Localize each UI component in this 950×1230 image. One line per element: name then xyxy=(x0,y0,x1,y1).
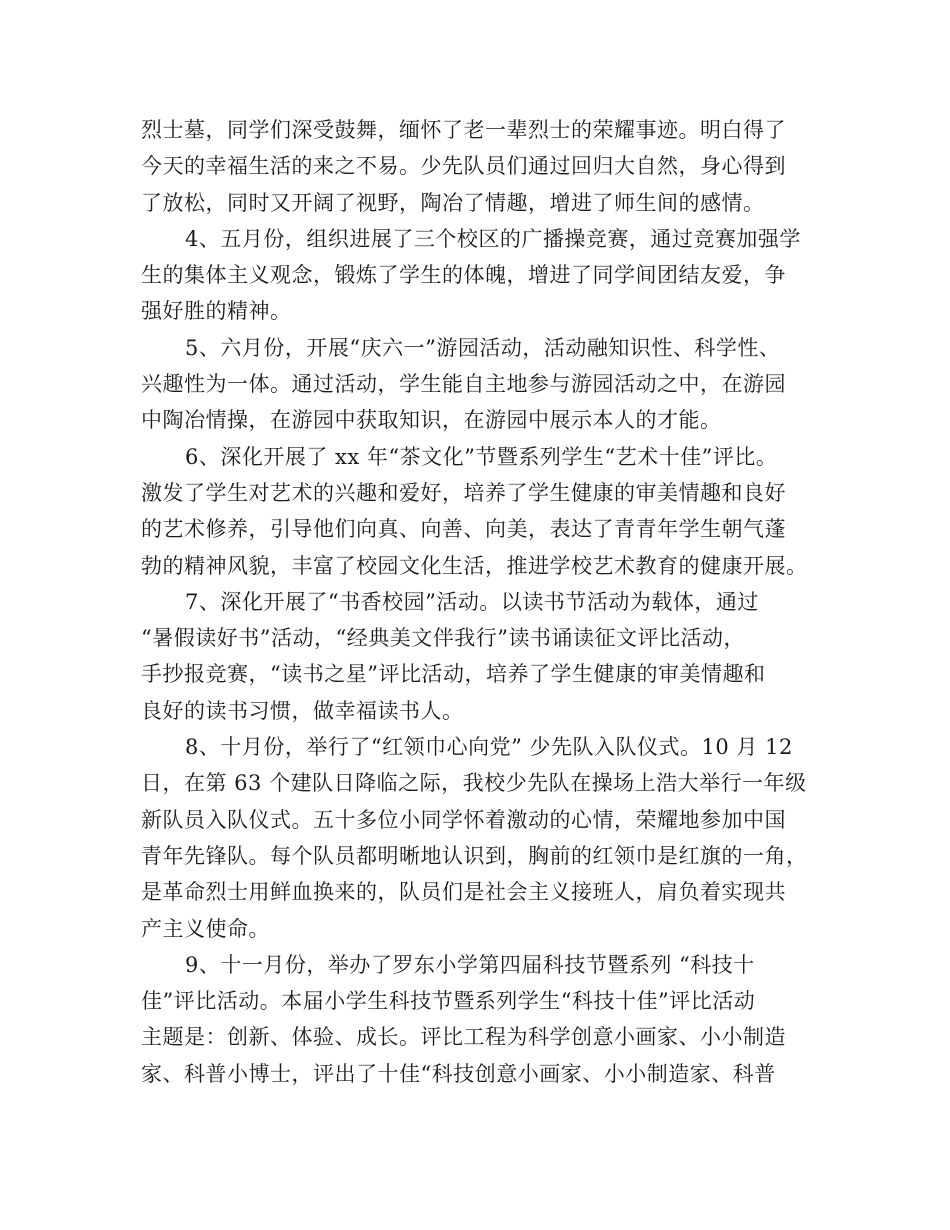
text-line: 的艺术修养，引导他们向真、向善、向美，表达了青青年学生朝气蓬 xyxy=(141,517,786,542)
text-line: 兴趣性为一体。通过活动，学生能自主地参与游园活动之中，在游园 xyxy=(141,372,786,397)
text-line: 4、五月份，组织进展了三个校区的广播操竞赛，通过竞赛加强学 xyxy=(185,226,801,251)
text-line: 了放松，同时又开阔了视野，陶冶了情趣，增进了师生间的感情。 xyxy=(141,190,765,215)
document-body xyxy=(141,112,813,1092)
text-line: 激发了学生对艺术的兴趣和爱好，培养了学生健康的审美情趣和良好 xyxy=(141,480,786,505)
text-line: 8、十月份，举行了“红领巾心向党” 少先队入队仪式。10 月 12 xyxy=(185,735,793,760)
text-line: 今天的幸福生活的来之不易。少先队员们通过回归大自然，身心得到 xyxy=(141,154,786,179)
text-line: 勃的精神风貌，丰富了校园文化生活，推进学校艺术教育的健康开展。 xyxy=(141,553,808,578)
text-line: 新队员入队仪式。五十多位小同学怀着激动的心情，荣耀地参加中国 xyxy=(141,807,786,832)
text-line: 主题是：创新、体验、成长。评比工程为科学创意小画家、小小制造 xyxy=(141,1025,786,1050)
text-line: 家、科普小博士，评出了十佳“科技创意小画家、小小制造家、科普 xyxy=(141,1061,776,1086)
text-line: 7、深化开展了“书香校园”活动。以读书节活动为载体，通过 xyxy=(185,589,759,614)
text-line: 良好的读书习惯，做幸福读书人。 xyxy=(141,698,464,723)
text-line: “暑假读好书”活动，“经典美文伴我行”读书诵读征文评比活动， xyxy=(141,626,745,651)
text-line: 是革命烈士用鲜血换来的，队员们是社会主义接班人，肩负着实现共 xyxy=(141,880,786,905)
text-line: 产主义使命。 xyxy=(141,916,270,941)
text-line: 日，在第 63 个建队日降临之际，我校少先队在操场上浩大举行一年级 xyxy=(141,771,807,796)
text-line: 青年先锋队。每个队员都明晰地认识到，胸前的红领巾是红旗的一角， xyxy=(141,843,808,868)
text-line: 6、深化开展了 xx 年“茶文化”节暨系列学生“艺术十佳”评比。 xyxy=(185,444,778,469)
text-line: 佳”评比活动。本届小学生科技节暨系列学生“科技十佳”评比活动 xyxy=(141,989,756,1014)
text-line: 9、十一月份，举办了罗东小学第四届科技节暨系列 “科技十 xyxy=(185,952,755,977)
text-line: 生的集体主义观念，锻炼了学生的体魄，增进了同学间团结友爱，争 xyxy=(141,263,786,288)
text-line: 手抄报竞赛，“读书之星”评比活动，培养了学生健康的审美情趣和 xyxy=(141,662,766,687)
text-line: 烈士墓，同学们深受鼓舞，缅怀了老一辈烈士的荣耀事迹。明白得了 xyxy=(141,118,786,142)
text-line: 强好胜的精神。 xyxy=(141,299,292,324)
text-line: 中陶冶情操，在游园中获取知识，在游园中展示本人的才能。 xyxy=(141,408,722,433)
text-line: 5、六月份，开展“庆六一”游园活动，活动融知识性、科学性、 xyxy=(185,335,781,360)
